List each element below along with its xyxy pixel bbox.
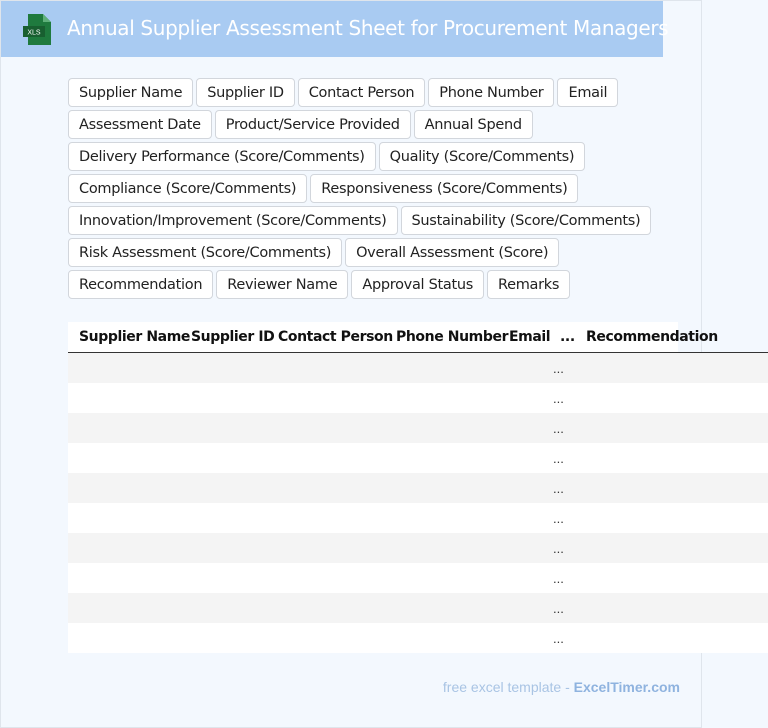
footer-lead-text: free excel template - — [442, 679, 574, 695]
table-cell[interactable] — [498, 413, 549, 443]
table-cell[interactable]: ... — [549, 353, 575, 384]
header-banner — [1, 1, 669, 57]
table-cell[interactable]: ... — [549, 623, 575, 653]
data-table-container[interactable] — [68, 322, 718, 652]
field-chip[interactable]: Contact Person — [298, 78, 426, 107]
field-chip[interactable]: Phone Number — [428, 78, 554, 107]
field-chip[interactable]: Responsiveness (Score/Comments) — [310, 174, 578, 203]
table-row — [68, 473, 768, 503]
field-chip[interactable]: Recommendation — [68, 270, 213, 299]
field-chip[interactable]: Remarks — [487, 270, 570, 299]
table-cell[interactable] — [498, 593, 549, 623]
table-cell[interactable]: ... — [549, 533, 575, 563]
table-cell[interactable] — [498, 563, 549, 593]
column-header[interactable]: Recommendation — [575, 322, 768, 353]
table-row — [68, 443, 768, 473]
field-chip[interactable]: Sustainability (Score/Comments) — [401, 206, 652, 235]
table-cell[interactable] — [267, 413, 385, 443]
table-cell[interactable] — [180, 353, 267, 384]
table-cell[interactable] — [68, 533, 180, 563]
field-chip-list — [68, 78, 692, 299]
table-cell[interactable] — [68, 623, 180, 653]
table-cell[interactable] — [267, 563, 385, 593]
field-chip[interactable]: Supplier Name — [68, 78, 193, 107]
table-cell[interactable] — [180, 623, 267, 653]
table-cell[interactable]: ... — [549, 413, 575, 443]
table-cell[interactable] — [498, 473, 549, 503]
table-cell[interactable] — [575, 593, 768, 623]
xls-file-icon — [23, 14, 51, 45]
table-header-row — [68, 322, 768, 353]
table-cell[interactable] — [267, 443, 385, 473]
field-chip[interactable]: Supplier ID — [196, 78, 295, 107]
table-cell[interactable] — [575, 413, 768, 443]
table-cell[interactable]: ... — [549, 563, 575, 593]
table-body — [68, 353, 768, 654]
table-cell[interactable] — [180, 413, 267, 443]
field-chip[interactable]: Overall Assessment (Score) — [345, 238, 559, 267]
column-header[interactable]: Email — [498, 322, 549, 353]
table-cell[interactable] — [180, 533, 267, 563]
table-cell[interactable] — [267, 473, 385, 503]
footer-credit — [443, 679, 680, 695]
table-cell[interactable] — [68, 503, 180, 533]
table-cell[interactable]: ... — [549, 503, 575, 533]
table-cell[interactable] — [575, 353, 768, 384]
column-header[interactable]: Supplier ID — [180, 322, 267, 353]
table-cell[interactable] — [385, 623, 498, 653]
table-row — [68, 383, 768, 413]
table-cell[interactable] — [68, 353, 180, 384]
field-chip[interactable]: Reviewer Name — [216, 270, 348, 299]
column-header[interactable]: ... — [549, 322, 575, 353]
table-cell[interactable]: ... — [549, 383, 575, 413]
column-header[interactable]: Contact Person — [267, 322, 385, 353]
field-chip[interactable]: Innovation/Improvement (Score/Comments) — [68, 206, 398, 235]
table-cell[interactable] — [385, 503, 498, 533]
table-cell[interactable] — [267, 593, 385, 623]
table-row — [68, 593, 768, 623]
table-cell[interactable]: ... — [549, 473, 575, 503]
table-cell[interactable] — [180, 563, 267, 593]
table-cell[interactable] — [385, 563, 498, 593]
table-cell[interactable] — [575, 503, 768, 533]
field-chip[interactable]: Email — [557, 78, 618, 107]
table-cell[interactable] — [385, 533, 498, 563]
table-cell[interactable] — [385, 473, 498, 503]
field-chip[interactable]: Compliance (Score/Comments) — [68, 174, 307, 203]
column-header[interactable]: Phone Number — [385, 322, 498, 353]
field-chip[interactable]: Delivery Performance (Score/Comments) — [68, 142, 376, 171]
table-cell[interactable] — [385, 383, 498, 413]
table-cell[interactable] — [385, 443, 498, 473]
table-row — [68, 353, 768, 384]
table-cell[interactable] — [267, 383, 385, 413]
table-cell[interactable] — [267, 533, 385, 563]
table-cell[interactable] — [180, 473, 267, 503]
table-cell[interactable] — [180, 503, 267, 533]
table-cell[interactable] — [385, 413, 498, 443]
table-cell[interactable] — [575, 563, 768, 593]
table-cell[interactable] — [68, 413, 180, 443]
table-cell[interactable] — [385, 353, 498, 384]
table-cell[interactable] — [498, 443, 549, 473]
table-row — [68, 503, 768, 533]
field-chip[interactable]: Quality (Score/Comments) — [379, 142, 586, 171]
table-cell[interactable] — [385, 593, 498, 623]
table-cell[interactable] — [575, 443, 768, 473]
table-cell[interactable] — [267, 503, 385, 533]
table-cell[interactable] — [498, 533, 549, 563]
table-cell[interactable] — [575, 383, 768, 413]
table-cell[interactable]: ... — [549, 593, 575, 623]
table-cell[interactable] — [498, 503, 549, 533]
table-cell[interactable] — [575, 623, 768, 653]
table-cell[interactable] — [68, 383, 180, 413]
table-cell[interactable] — [180, 593, 267, 623]
table-cell[interactable] — [498, 623, 549, 653]
field-chip[interactable]: Risk Assessment (Score/Comments) — [68, 238, 342, 267]
table-cell[interactable] — [267, 623, 385, 653]
table-cell[interactable] — [68, 473, 180, 503]
table-cell[interactable] — [68, 563, 180, 593]
table-cell[interactable] — [68, 593, 180, 623]
table-row — [68, 563, 768, 593]
table-row — [68, 413, 768, 443]
table-cell[interactable] — [498, 383, 549, 413]
table-row — [68, 623, 768, 653]
column-header[interactable]: Supplier Name — [68, 322, 180, 353]
field-chip[interactable]: Approval Status — [351, 270, 484, 299]
table-cell[interactable]: ... — [549, 443, 575, 473]
footer-brand-link[interactable]: ExcelTimer.com — [573, 679, 680, 695]
table-cell[interactable] — [180, 383, 267, 413]
table-cell[interactable] — [575, 473, 768, 503]
field-chip[interactable]: Product/Service Provided — [215, 110, 411, 139]
assessment-table — [68, 322, 768, 653]
table-row — [68, 533, 768, 563]
field-chip[interactable]: Annual Spend — [414, 110, 533, 139]
page-title: Annual Supplier Assessment Sheet for Procurement Managers — [67, 16, 669, 40]
xls-icon-label: XLS — [27, 29, 41, 37]
table-cell[interactable] — [267, 353, 385, 384]
table-cell[interactable] — [180, 443, 267, 473]
table-cell[interactable] — [498, 353, 549, 384]
table-cell[interactable] — [68, 443, 180, 473]
field-chip[interactable]: Assessment Date — [68, 110, 212, 139]
table-cell[interactable] — [575, 533, 768, 563]
